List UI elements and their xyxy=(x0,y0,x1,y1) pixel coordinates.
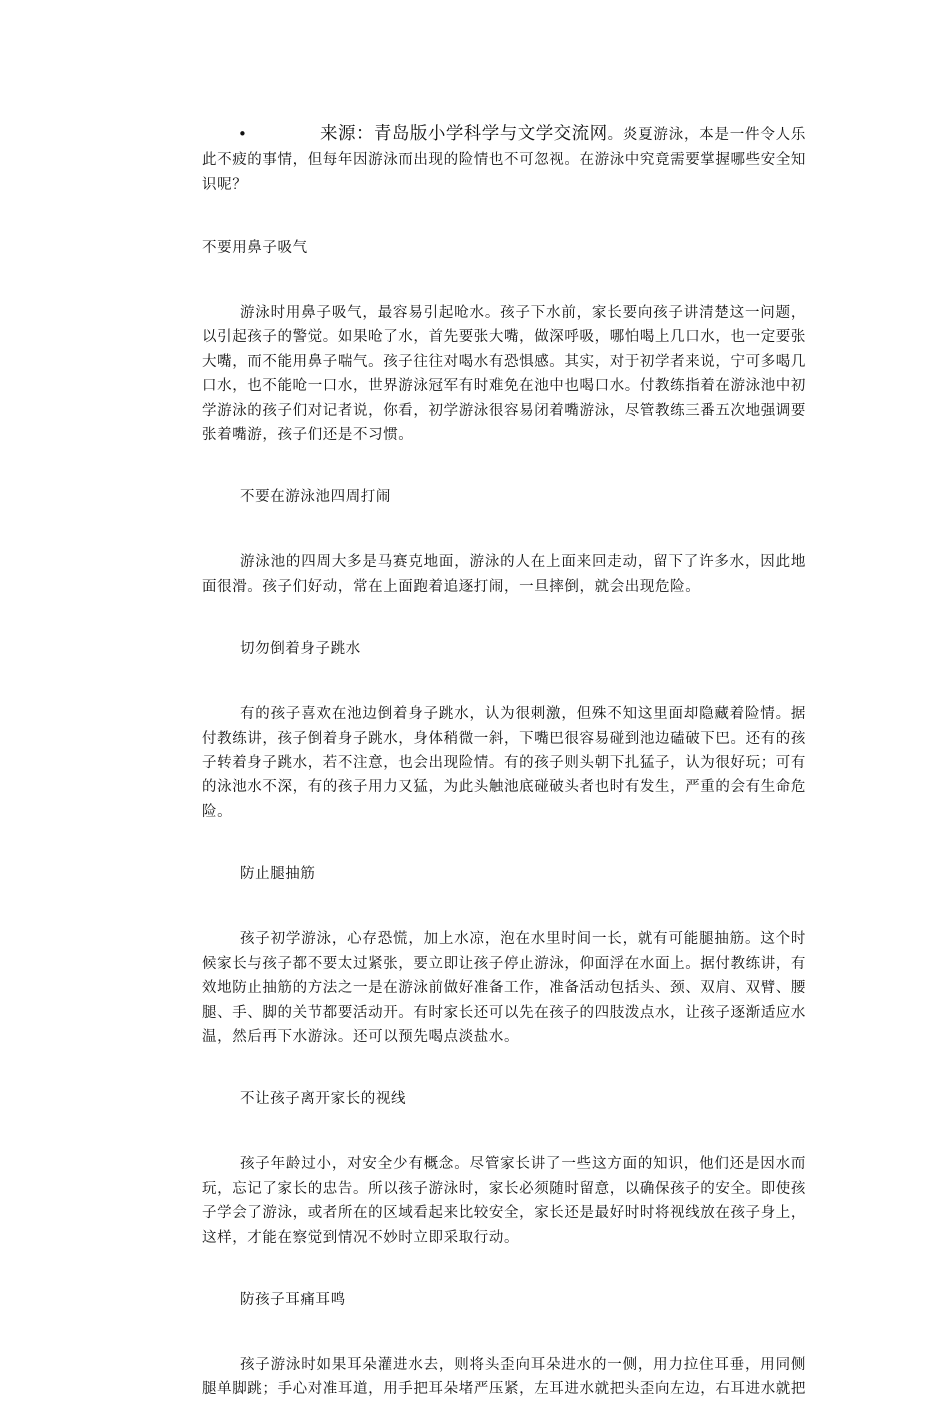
document-content xyxy=(202,122,806,1402)
intro-text: 。炎夏游泳，本是一件令人乐此不疲的事情，但每年因游泳而出现的险情也不可忽视。在游泳中究竟需要掌握哪些安全知识呢？ xyxy=(202,127,806,193)
section-heading: 防止腿抽筋 xyxy=(240,866,316,883)
intro-paragraph xyxy=(202,122,806,198)
section-paragraph: 游泳时用鼻子吸气，最容易引起呛水。孩子下水前，家长要向孩子讲清楚这一问题，以引起孩子的警觉。如果呛了水，首先要张大嘴，做深呼吸，哪怕喝上几口水，也一定要张大嘴，而不能用鼻子喘气。孩子往往对喝水有恐惧感。其实，对于初学者来说，宁可多喝几口水，也不能呛一口水，世界游泳冠军有时难免在池中也喝口水。付教练指着在游泳池中初学游泳的孩子们对记者说，你看，初学游泳很容易闭着嘴游泳，尽管教练三番五次地强调要张着嘴游，孩子们还是不习惯。 xyxy=(202,305,806,444)
section-heading: 切勿倒着身子跳水 xyxy=(240,641,361,658)
section-paragraph: 孩子游泳时如果耳朵灌进水去，则将头歪向耳朵进水的一侧，用力拉住耳垂，用同侧腿单脚跳；手心对准耳道，用手把耳朵堵严压紧，左耳进水就把头歪向左边，右耳进水就把 xyxy=(202,1356,806,1398)
section-paragraph: 游泳池的四周大多是马赛克地面，游泳的人在上面来回走动，留下了许多水，因此地面很滑。孩子们好动，常在上面跑着追逐打闹，一旦摔倒，就会出现危险。 xyxy=(202,554,806,595)
section-heading: 防孩子耳痛耳鸣 xyxy=(240,1291,346,1308)
section-paragraph: 孩子初学游泳，心存恐慌，加上水凉，泡在水里时间一长，就有可能腿抽筋。这个时候家长与孩子都不要太过紧张，要立即让孩子停止游泳，仰面浮在水面上。据付教练讲，有效地防止抽筋的方法之一是在游泳前做好准备工作，准备活动包括头、颈、双肩、双臂、腰腿、手、脚的关节都要活动开。有时家长还可以先在孩子的四肢泼点水，让孩子逐渐适应水温，然后再下水游泳。还可以预先喝点淡盐水。 xyxy=(202,931,806,1045)
section-paragraph: 有的孩子喜欢在池边倒着身子跳水，认为很刺激，但殊不知这里面却隐藏着险情。据付教练讲，孩子倒着身子跳水，身体稍微一斜，下嘴巴很容易碰到池边磕破下巴。还有的孩子转着身子跳水，若不注意，也会出现险情。有的孩子则头朝下扎猛子，认为很好玩；可有的泳池水不深，有的孩子用力又猛，为此头触池底碰破头者也时有发生，严重的会有生命危险。 xyxy=(202,706,806,820)
section-heading: 不要用鼻子吸气 xyxy=(202,240,308,256)
bullet-icon: • xyxy=(238,125,248,143)
section-paragraph: 孩子年龄过小，对安全少有概念。尽管家长讲了一些这方面的知识，他们还是因水而玩，忘记了家长的忠告。所以孩子游泳时，家长必须随时留意，以确保孩子的安全。即使孩子学会了游泳，或者所在的区域看起来比较安全，家长还是最好时时将视线放在孩子身上，这样，才能在察觉到情况不妙时立即采取行动。 xyxy=(202,1156,806,1246)
section-heading: 不让孩子离开家长的视线 xyxy=(240,1091,407,1108)
source-label: 来源：青岛版小学科学与文学交流网 xyxy=(320,124,608,144)
section-heading: 不要在游泳池四周打闹 xyxy=(240,489,391,506)
